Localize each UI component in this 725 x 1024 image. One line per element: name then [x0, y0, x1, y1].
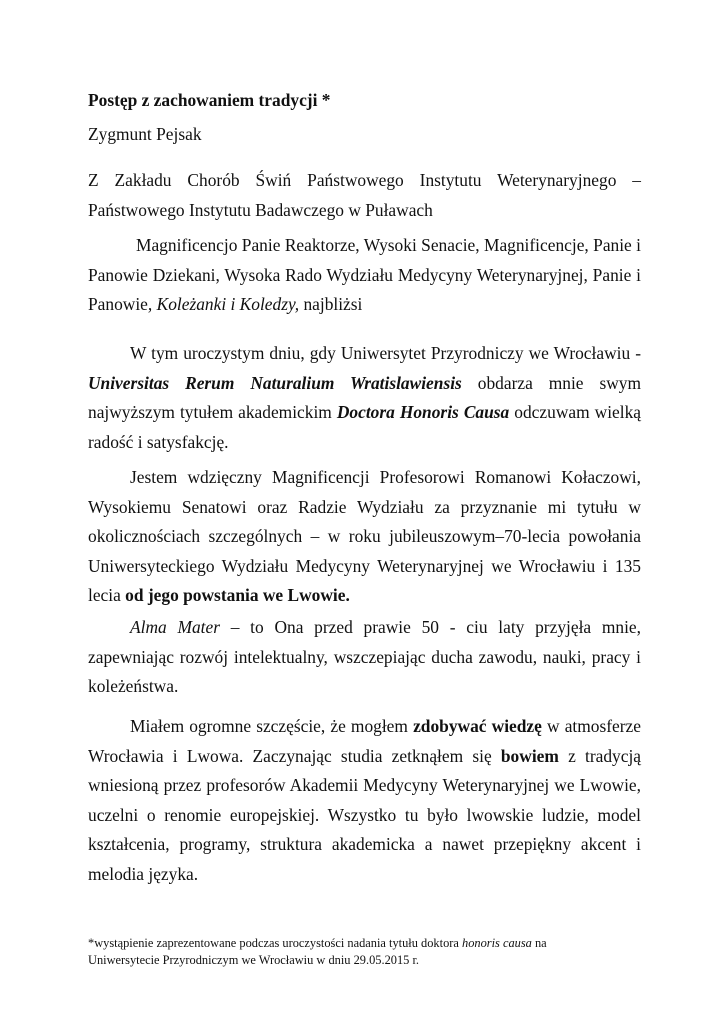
- author-name: Zygmunt Pejsak: [88, 124, 202, 144]
- affiliation-line: Państwowego Instytutu Badawczego w Puławach: [88, 199, 433, 220]
- text-line: radość i satysfakcję.: [88, 431, 229, 452]
- text-line: Panowie Dziekani, Wysoka Rado Wydziału Medycyny Weterynaryjnej, Panie i: [88, 264, 641, 285]
- footnote-separator: [88, 922, 278, 923]
- text-line: lecia od jego powstania we Lwowie.: [88, 585, 350, 605]
- text-line: koleżeństwa.: [88, 676, 179, 696]
- paragraph: [88, 613, 641, 702]
- text-line: Miałem ogromne szczęście, że mogłem zdobywać wiedzę w atmosferze: [130, 716, 641, 736]
- paragraph: [88, 463, 641, 611]
- text-line: Alma Mater – to Ona przed prawie 50 - ciu laty przyjęła mnie,: [130, 617, 641, 637]
- text-line: W tym uroczystym dniu, gdy Uniwersytet Przyrodniczy we Wrocławiu -: [130, 343, 641, 363]
- paragraph-salutation: [88, 231, 641, 320]
- text-line: Wysokiemu Senatowi oraz Radzie Wydziału za przyznanie mi tytułu w: [88, 496, 641, 517]
- text-line: uczelni o renomie europejskiej. Wszystko tu było lwowskie ludzie, model: [88, 804, 641, 825]
- affiliation-line: Z Zakładu Chorób Świń Państwowego Instytutu Weterynaryjnego –: [88, 170, 641, 190]
- text-line: Wrocławia i Lwowa. Zaczynając studia zetknąłem się bowiem z tradycją: [88, 745, 642, 766]
- text-line: Magnificencjo Panie Reaktorze, Wysoki Senacie, Magnificencje, Panie i: [136, 235, 641, 255]
- text-line: melodia języka.: [88, 863, 199, 884]
- text-line: kształcenia, programy, struktura akademicka a nawet przepiękny akcent i: [88, 834, 641, 854]
- text-line: Uniwersyteckiego Wydziału Medycyny Weterynaryjnej we Wrocławiu i 135: [88, 555, 641, 576]
- affiliation: [88, 166, 641, 225]
- text-line: Jestem wdzięczny Magnificencji Profesorowi Romanowi Kołaczowi,: [130, 467, 641, 487]
- text-line: zapewniając rozwój intelektualny, wszczepiając ducha zawodu, nauki, pracy i: [88, 646, 641, 667]
- footnote: [88, 935, 648, 969]
- document-title: Postęp z zachowaniem tradycji *: [88, 90, 331, 110]
- text-line: Panowie, Koleżanki i Koledzy, najbliżsi: [88, 294, 363, 314]
- paragraph: [88, 339, 641, 457]
- footnote-line: *wystąpienie zaprezentowane podczas uroczystości nadania tytułu doktora honoris causa na: [88, 936, 547, 950]
- footnote-line: Uniwersytecie Przyrodniczym we Wrocławiu w dniu 29.05.2015 r.: [88, 953, 419, 967]
- text-line: okolicznościach szczególnych – w roku jubileuszowym–70-lecia powołania: [88, 526, 641, 546]
- text-line: wniesioną przez profesorów Akademii Medycyny Weterynaryjnej we Lwowie,: [88, 775, 641, 795]
- text-line: Universitas Rerum Naturalium Wratislawiensis obdarza mnie swym: [88, 372, 641, 393]
- paragraph: [88, 712, 641, 889]
- text-line: najwyższym tytułem akademickim Doctora Honoris Causa odczuwam wielką: [88, 402, 642, 422]
